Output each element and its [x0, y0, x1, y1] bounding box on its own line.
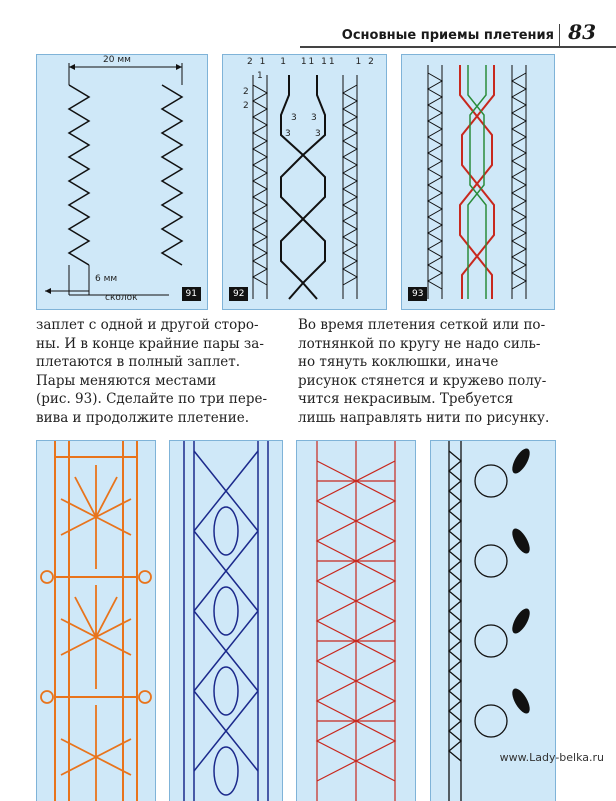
navy-lattice-pattern — [169, 440, 283, 801]
text-line: Пары меняются местами — [36, 372, 217, 389]
pair-number: 2 — [368, 57, 376, 67]
skolok-label: сколок — [105, 293, 138, 303]
small-width-label: 6 мм — [95, 274, 118, 284]
text-line: (рис. 93). Сделайте по три пере- — [36, 391, 268, 407]
cross-number: 3 — [315, 129, 321, 139]
figure-label: 93 — [408, 287, 427, 301]
pair-number: 11 — [321, 57, 337, 67]
pair-number: 1 — [355, 57, 364, 67]
text-line: плетаются в полный заплет. — [36, 354, 241, 370]
side-number: 2 — [243, 101, 249, 111]
text-line: ны. И в конце крайние пары за- — [36, 335, 264, 352]
side-number: 1 — [257, 71, 263, 81]
text-line: рисунок стянется и кружево полу- — [298, 372, 547, 389]
cross-number: 3 — [291, 113, 297, 123]
text-line: лишь направлять нити по рисунку. — [298, 409, 550, 426]
side-number: 2 — [243, 87, 249, 97]
orange-flower-pattern — [36, 440, 156, 801]
pair-number: 2 — [247, 57, 255, 67]
red-net-pattern — [296, 440, 416, 801]
width-label: 20 мм — [103, 55, 131, 65]
figure-93 — [401, 54, 555, 310]
site-watermark: www.Lady-belka.ru — [499, 751, 604, 764]
text-line: вива и продолжите плетение. — [36, 409, 250, 426]
page-header — [300, 18, 616, 48]
text-line: чится некрасивым. Требуется — [298, 391, 514, 407]
right-text-column — [298, 316, 568, 427]
pair-numbers — [247, 57, 376, 67]
figure-91-zigzag-diagram — [37, 55, 207, 309]
text-line: но тянуть коклюшки, иначе — [298, 354, 499, 370]
text-line: заплет с одной и другой сторо- — [36, 317, 259, 333]
pair-number: 11 — [300, 57, 317, 67]
figure-93-colored-crossing-diagram — [402, 55, 554, 309]
figure-92 — [222, 54, 387, 310]
red-net-diagram — [297, 441, 415, 801]
figure-label: 92 — [229, 287, 248, 301]
left-text-column — [36, 316, 296, 427]
orange-flower-diagram — [37, 441, 155, 801]
pair-number: 1 — [259, 57, 268, 67]
figure-91 — [36, 54, 208, 310]
black-loop-diagram — [431, 441, 555, 801]
text-line: лотнянкой по кругу не надо силь- — [298, 335, 541, 352]
page-number: 83 — [568, 20, 596, 44]
header-separator — [559, 24, 560, 46]
cross-number: 3 — [285, 129, 291, 139]
section-title: Основные приемы плетения — [341, 28, 554, 43]
text-line: Во время плетения сеткой или по- — [298, 317, 546, 333]
cross-number: 3 — [311, 113, 317, 123]
header-rule — [300, 46, 616, 48]
figure-label: 91 — [182, 287, 201, 301]
pair-number: 1 — [280, 57, 288, 67]
flower-motif — [41, 465, 151, 801]
black-loop-pattern — [430, 440, 556, 801]
navy-lattice-diagram — [170, 441, 282, 801]
